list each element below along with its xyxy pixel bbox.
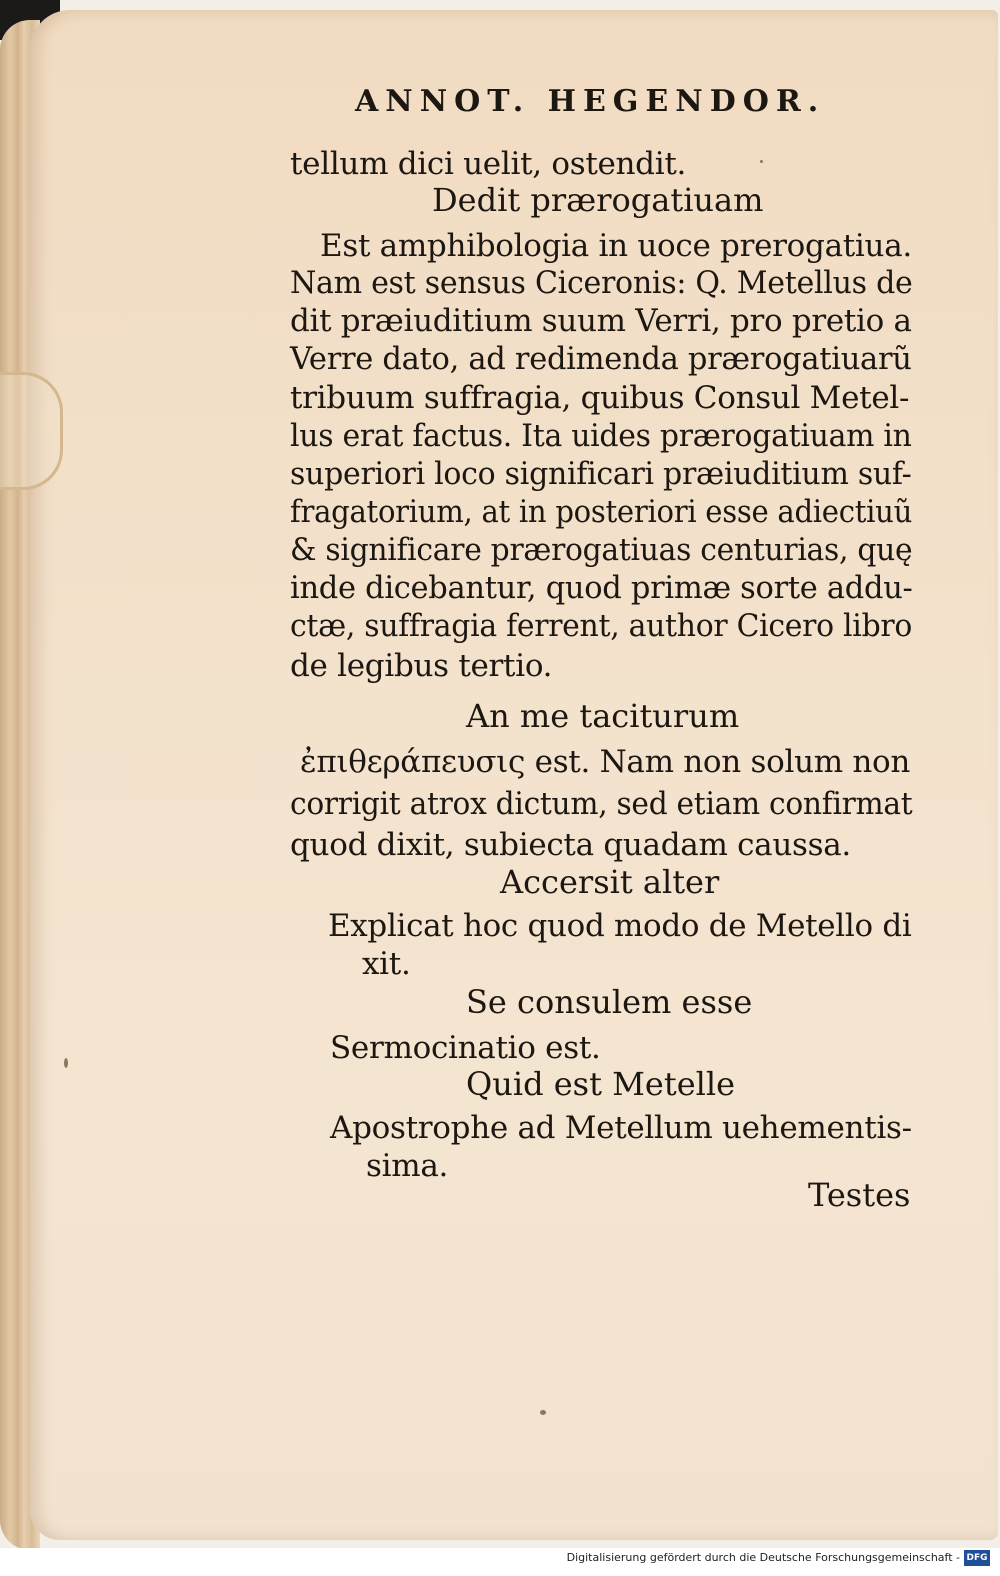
lemma-heading: Dedit prærogatiuam — [432, 181, 764, 219]
text-line: Sermocinatio est. — [330, 1030, 601, 1066]
text-line: & significare prærogatiuas centurias, quę — [290, 532, 913, 568]
text-line: xit. — [362, 946, 411, 982]
text-line: superiori loco significari præiuditium suf- — [290, 456, 912, 492]
footer-credit: Digitalisierung gefördert durch die Deutsche Forschungsgemeinschaft - — [566, 1551, 960, 1564]
text-line: Nam est sensus Ciceronis: Q. Metellus de — [290, 265, 913, 301]
text-line: Apostrophe ad Metellum uehementis- — [330, 1110, 912, 1146]
text-line: lus erat factus. Ita uides prærogatiuam in — [290, 418, 912, 454]
lemma-heading: Accersit alter — [500, 863, 720, 901]
paper-speck — [540, 1410, 546, 1415]
text-line: corrigit atrox dictum, sed etiam confirmat — [290, 786, 913, 822]
catchword: Testes — [808, 1176, 911, 1214]
text-line: ἐπιθεράπευσις est. Nam non solum non — [300, 744, 911, 780]
dfg-logo: DFG — [964, 1550, 990, 1566]
lemma-heading: Quid est Metelle — [466, 1065, 736, 1103]
text-line: fragatorium, at in posteriori esse adiectiuũ — [290, 494, 913, 530]
text-line: ctæ, suffragia ferrent, author Cicero libro — [290, 608, 913, 644]
running-head: ANNOT. HEGENDOR. — [355, 84, 826, 119]
text-line: Verre dato, ad redimenda prærogatiuarũ — [290, 341, 912, 377]
lemma-heading: An me taciturum — [466, 697, 740, 735]
text-line: sima. — [366, 1148, 449, 1184]
lemma-heading: Se consulem esse — [466, 983, 753, 1021]
text-line: Est amphibologia in uoce prerogatiua. — [320, 228, 912, 264]
text-line: inde dicebantur, quod primæ sorte addu- — [290, 570, 913, 606]
text-line: dit præiuditium suum Verri, pro pretio a — [290, 303, 912, 339]
text-line: quod dixit, subiecta quadam caussa. — [290, 827, 851, 863]
text-line: de legibus tertio. — [290, 648, 553, 684]
text-line: tellum dici uelit, ostendit. — [290, 146, 687, 182]
paper-speck — [64, 1058, 68, 1068]
text-line: Explicat hoc quod modo de Metello di — [328, 908, 912, 944]
paper-speck — [760, 160, 763, 163]
text-line: tribuum suffragia, quibus Consul Metel- — [290, 380, 910, 416]
